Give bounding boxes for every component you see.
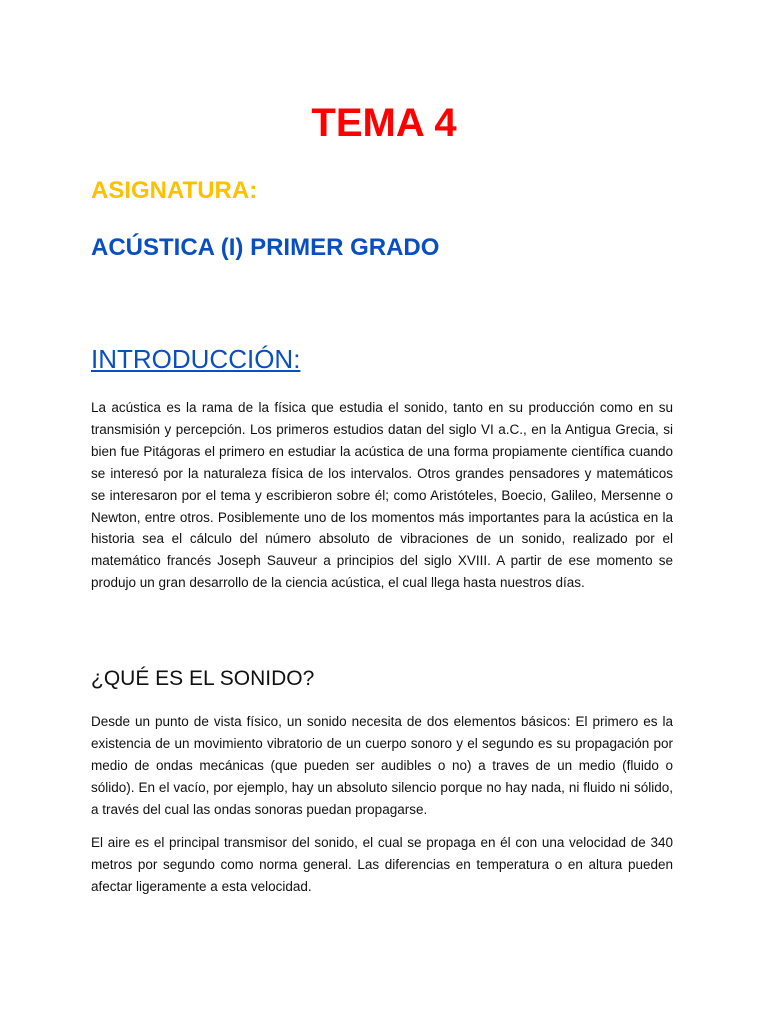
- section-heading-que-es-el-sonido: ¿QUÉ ES EL SONIDO?: [91, 667, 315, 690]
- subject-label: ASIGNATURA:: [91, 177, 258, 204]
- sound-paragraph-1: Desde un punto de vista físico, un sonido necesita de dos elementos básicos: El primero es la existencia de un movimiento vibratorio de un cuerpo sonoro y el segundo es su propagación por medio de ondas mecánicas (que pueden ser audibles o no) a traves de un medio (fluido o sólido). En el vacío, por ejemplo, hay un absoluto silencio porque no hay nada, ni fluido ni sólido, a través del cual las ondas sonoras puedan propagarse.: [91, 714, 673, 817]
- intro-paragraph: La acústica es la rama de la física que estudia el sonido, tanto en su producción como en su transmisión y percepción. Los primeros estudios datan del siglo VI a.C., en la Antigua Grecia, si bien fue Pitágoras el primero en estudiar la acústica de una forma propiamente científica cuando se interesó por la naturaleza física de los intervalos. Otros grandes pensadores y matemáticos se interesaron por el tema y escribieron sobre él; como Aristóteles, Boecio, Galileo, Mersenne o Newton, entre otros. Posiblemente uno de los momentos más importantes para la acústica en la historia sea el cálculo del número absoluto de vibraciones de un sonido, realizado por el matemático francés Joseph Sauveur a principios del siglo XVIII. A partir de ese momento se produjo un gran desarrollo de la ciencia acústica, el cual llega hasta nuestros días.: [91, 400, 673, 591]
- subject-name: ACÚSTICA (I) PRIMER GRADO: [91, 234, 440, 261]
- sound-paragraph-2: El aire es el principal transmisor del sonido, el cual se propaga en él con una velocidad de 340 metros por segundo como norma general. Las diferencias en temperatura o en altura pueden afectar ligeramente a esta velocidad.: [91, 835, 673, 894]
- section-heading-introduccion: INTRODUCCIÓN:: [91, 344, 301, 374]
- document-title: TEMA 4: [311, 101, 457, 145]
